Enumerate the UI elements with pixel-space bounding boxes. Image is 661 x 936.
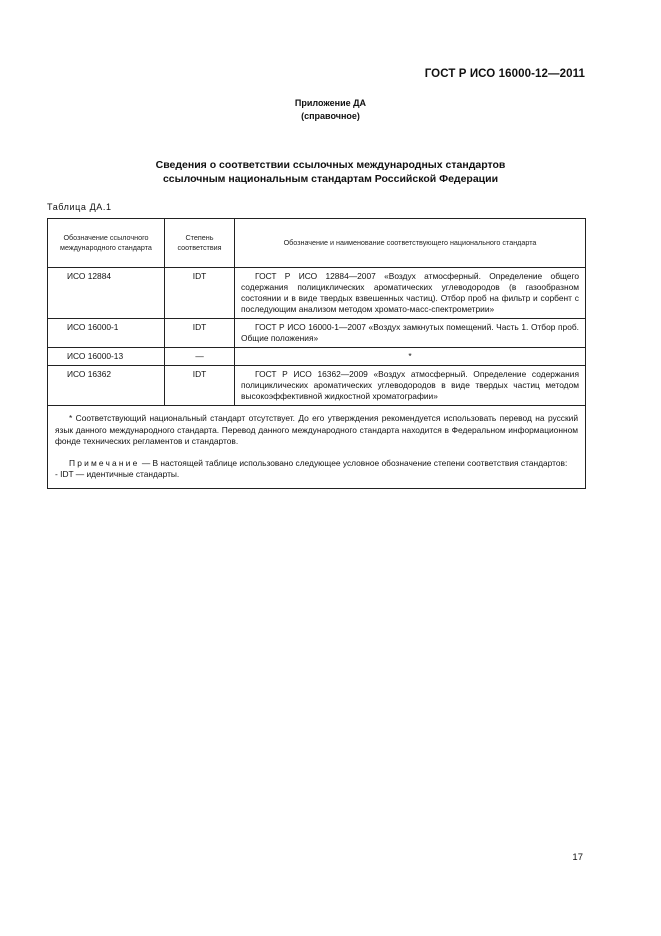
- table-row: [48, 348, 586, 366]
- note-label: Примечание: [69, 457, 140, 468]
- header-degree-of-correspondence: Степень соответствия: [165, 219, 235, 268]
- table-header-row: [48, 219, 586, 268]
- intl-standard-cell: ИСО 16362: [48, 366, 165, 406]
- degree-cell: —: [165, 348, 235, 366]
- header-national-standard: Обозначение и наименование соответствующего национального стандарта: [235, 219, 586, 268]
- national-standard-cell: *: [235, 348, 586, 366]
- table-notes-row: [48, 406, 586, 489]
- header-international-standard: Обозначение ссылочного международного стандарта: [48, 219, 165, 268]
- table-caption: Таблица ДА.1: [47, 202, 112, 212]
- page-number: 17: [572, 852, 583, 863]
- table-notes-cell: [48, 406, 586, 489]
- correspondence-table: [47, 218, 586, 489]
- document-title-line-1: Сведения о соответствии ссылочных международных стандартов: [155, 159, 506, 171]
- national-standard-cell: ГОСТ Р ИСО 12884—2007 «Воздух атмосферный. Определение общего содержания полициклических ароматических углеводородов (в газообразном состоянии и в виде твердых взвешенных частиц). Отбор проб на фильтр и сорбент с последующим анализом методом хромато-масс-спектрометрии»: [235, 268, 586, 319]
- intl-standard-cell: ИСО 16000-1: [48, 319, 165, 348]
- appendix-title: Приложение ДА: [294, 98, 367, 108]
- degree-cell: IDT: [165, 268, 235, 319]
- national-standard-cell: ГОСТ Р ИСО 16362—2009 «Воздух атмосферный. Определение содержания полициклических ароматических углеводородов в виде твердых частиц методом высокоэффективной жидкостной хроматографии»: [235, 366, 586, 406]
- document-title-line-2: ссылочным национальным стандартам Российской Федерации: [162, 173, 499, 185]
- standard-code: ГОСТ Р ИСО 16000-12—2011: [424, 68, 585, 80]
- appendix-heading: [0, 97, 661, 123]
- degree-cell: IDT: [165, 366, 235, 406]
- table-row: [48, 366, 586, 406]
- national-standard-cell: ГОСТ Р ИСО 16000-1—2007 «Воздух замкнутых помещений. Часть 1. Отбор проб. Общие положения»: [235, 319, 586, 348]
- document-title: [0, 158, 661, 186]
- table-row: [48, 319, 586, 348]
- table-note: [55, 458, 578, 470]
- note-text: — В настоящей таблице использовано следующее условное обозначение степени соответствия стандартов:: [141, 457, 568, 468]
- degree-cell: IDT: [165, 319, 235, 348]
- intl-standard-cell: ИСО 16000-13: [48, 348, 165, 366]
- table-row: [48, 268, 586, 319]
- intl-standard-cell: ИСО 12884: [48, 268, 165, 319]
- appendix-subtitle: (справочное): [301, 111, 360, 121]
- note-item: - IDT — идентичные стандарты.: [55, 469, 180, 479]
- table-footnote: * Соответствующий национальный стандарт отсутствует. До его утверждения рекомендуется использовать перевод на русский язык данного международного стандарта. Перевод данного международного стандарта находится в Федеральном информационном фонде технических регламентов и стандартов.: [55, 413, 578, 446]
